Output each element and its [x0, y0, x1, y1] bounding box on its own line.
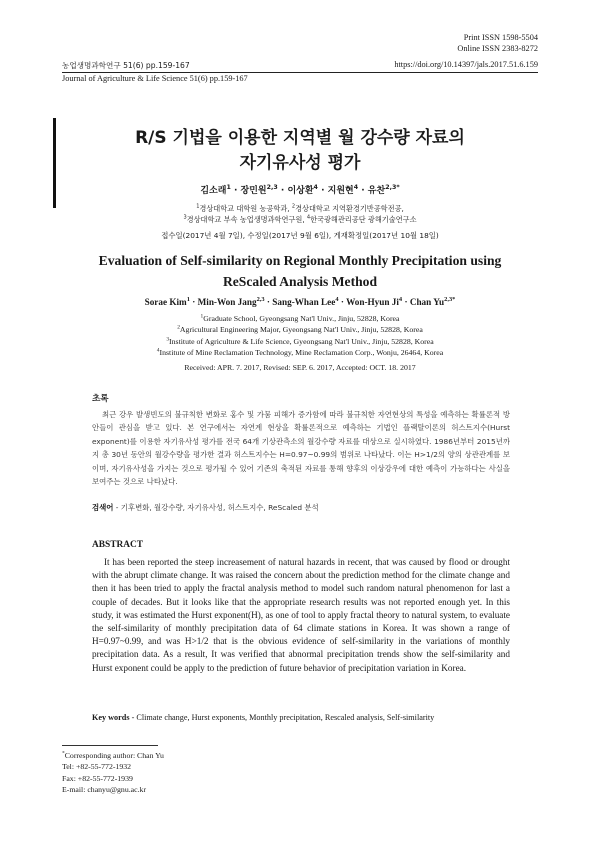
affiliation-text: 경상대학교 대학원 농공학과,: [199, 204, 292, 213]
email[interactable]: E-mail: chanyu@gnu.ac.kr: [62, 784, 147, 794]
abstract-ko-text: 최근 강우 발생빈도의 불규칙한 변화로 홍수 및 가뭄 피해가 증가함에 따라 불규칙한 자연현상의 특성을 예측하는 확률론적 방안들이 관심을 받고 있다. 본 연구에서는 자연계 현상을 확률론적으로 예측하는 기법인 플랙탈이론의 허스트지수(Hurst exponent)를 이용한 자기유사성 평가를 전국 64개 기상관측소의 월강수량 자료를 대상으로 실시하였다. 1986년부터 2015년까지 총 30년 동안의 월강수량을 평가한 결과 허스트지수는 H=0.97~0.99의 범위로 나타났다. 이는 H>1/2의 양의 상관관계를 보이며, 자기유사성을 가지는 것으로 평가될 수 있어 기존의 축적된 자료를 통해 향후의 이상강우에 대한 예측이 가능하다는 사실을 보여주는 것으로 나타났다.: [92, 410, 510, 487]
affiliation-item: [62, 347, 538, 358]
author-affiliation-mark: 4: [353, 184, 359, 191]
affiliation-mark: 3: [166, 336, 170, 342]
author-name: Min-Won Jang: [197, 297, 257, 307]
side-accent-bar: [53, 118, 56, 208]
footnote: [62, 750, 164, 795]
authors-english: [62, 297, 538, 307]
doi-link[interactable]: https://doi.org/10.14397/jals.2017.51.6.159: [394, 60, 538, 69]
author-name: 장민원: [240, 186, 267, 196]
dates-english: Received: APR. 7. 2017, Revised: SEP. 6. 2017, Accepted: OCT. 18. 2017: [184, 363, 416, 372]
author-affiliation-mark: 4: [398, 295, 403, 303]
keywords-ko-label: 검색어: [92, 503, 114, 512]
authors-korean: [62, 183, 538, 196]
affiliation-mark: 4: [306, 214, 311, 221]
author-separator: ·: [338, 297, 347, 307]
author-separator: ·: [402, 297, 410, 307]
abstract-en-text: It has been reported the steep increasement of natural hazards in recent, that was caused by flood or drought with the abrupt climate change. It was raised the concern about the prediction method for the climate change and then it has been tried to apply the fractal analysis method to model such random natural phenomenon for last a couple of decades. But it looks like that the appropriate research results was not reported enough yet. In this study, it was estimated the Hurst exponent(H), as one of tool to apply fractal theory to natural system, to evaluate the self-similarity of monthly precipitation data of 64 climate stations in Korea. It was shown a range of H=0.97~0.99, and was H>1/2 that is the obvious evidence of self-similarity in the variations of monthly precipitation data. As a result, It was verified that abnormal precipitation trends show the self-similarity and Hurst exponent could be apply to the prediction of future behavior of precipitation variation in Korea.: [92, 557, 510, 673]
author-affiliation-mark: 2,3: [256, 295, 265, 303]
title-en-line1: Evaluation of Self-similarity on Regional Monthly Precipitation using: [98, 253, 502, 268]
author-affiliation-mark: 2,3*: [444, 295, 456, 303]
author-name: Sorae Kim: [144, 297, 187, 307]
aff-ko-line1: [62, 203, 538, 214]
affiliation-text: Graduate School, Gyeongsang Nat'l Univ., Jinju, 52828, Korea: [203, 314, 400, 323]
affiliation-text: 한국광해관리공단 광해기술연구소: [310, 215, 417, 224]
running-header: [62, 60, 538, 71]
affiliation-mark: 1: [200, 313, 204, 320]
title-ko-line1: R/S 기법을 이용한 지역별 월 강수량 자료의: [135, 128, 465, 148]
affiliation-text: Agricultural Engineering Major, Gyeongsang Nat'l Univ., Jinju, 52828, Korea: [179, 325, 423, 335]
author-affiliation-mark: 4: [313, 184, 318, 191]
author-affiliation-mark: 1: [186, 295, 190, 303]
journal-ko: 농업생명과학연구 51(6) pp.159-167: [62, 61, 190, 70]
affiliation-mark: 2: [291, 203, 296, 210]
journal-en: Journal of Agriculture & Life Science 51(6) pp.159-167: [62, 74, 248, 83]
fax: Fax: +82-55-772-1939: [62, 773, 133, 783]
keywords-en-list: - Climate change, Hurst exponents, Monthly precipitation, Rescaled analysis, Self-similarity: [129, 713, 435, 722]
author-separator: ·: [264, 297, 273, 307]
affiliation-mark: 2: [177, 324, 180, 331]
affiliation-item: [307, 215, 417, 224]
affiliation-item: [62, 324, 538, 335]
title-en-line2: ReScaled Analysis Method: [222, 274, 378, 289]
author-affiliation-mark: 4: [335, 295, 339, 303]
keywords-english: [92, 713, 510, 722]
affiliation-text: 경상대학교 지역환경기반공학전공,: [295, 204, 404, 213]
author-name: Chan Yu: [409, 297, 445, 307]
author-separator: ·: [277, 186, 288, 196]
affiliation-mark: 1: [196, 203, 200, 210]
author-affiliation-mark: 1: [226, 184, 231, 191]
author-separator: ·: [358, 186, 368, 196]
keywords-en-label: Key words: [92, 713, 130, 722]
author-name: Won-Hyun Ji: [346, 297, 399, 307]
dates-korean: 접수일(2017년 4월 7일), 수정일(2017년 9월 6일), 게재확정일(2017년 10월 18일): [161, 231, 439, 240]
author-name: 유찬: [367, 186, 386, 196]
author-affiliation-mark: 2,3*: [385, 184, 400, 191]
corresponding-author: *Corresponding author: Chan Yu: [62, 750, 164, 760]
affiliation-mark: 3: [183, 214, 187, 221]
affiliation-item: [183, 215, 306, 224]
author-name: 김소래: [200, 186, 227, 196]
print-issn: Print ISSN 1598-5504: [463, 33, 538, 42]
affiliation-text: Institute of Agriculture & Life Science, Gyeongsang Nat'l Univ., Jinju, 52828, Korea: [169, 336, 434, 346]
abstract-ko-heading: 초록: [92, 394, 109, 404]
affiliation-item: [292, 204, 404, 213]
footnote-rule: [62, 745, 158, 746]
online-issn: Online ISSN 2383-8272: [457, 44, 538, 53]
author-separator: ·: [230, 186, 241, 196]
author-separator: ·: [189, 297, 198, 307]
affiliation-item: [62, 313, 538, 324]
affiliation-text: Institute of Mine Reclamation Technology, Mine Reclamation Corp., Wonju, 26464, Korea: [159, 347, 444, 357]
affiliations-korean: [62, 203, 538, 225]
title-english: [62, 250, 538, 292]
tel: Tel: +82-55-772-1932: [62, 762, 132, 772]
issn-block: [457, 32, 538, 54]
affiliation-text: 경상대학교 부속 농업생명과학연구원,: [186, 215, 307, 224]
author-name: 지원현: [327, 186, 354, 196]
title-korean: [62, 126, 538, 176]
author-separator: ·: [317, 186, 328, 196]
affiliation-mark: 4: [156, 347, 160, 354]
header-rule: [62, 72, 538, 73]
title-ko-line2: 자기유사성 평가: [239, 153, 361, 173]
author-name: 이상환: [287, 186, 314, 196]
abstract-en-heading: ABSTRACT: [92, 540, 144, 550]
author-name: Sang-Whan Lee: [272, 297, 336, 307]
keywords-ko-list: - 기후변화, 월강수량, 자기유사성, 허스트지수, ReScaled 분석: [113, 503, 319, 512]
aff-ko-line2: [62, 214, 538, 225]
affiliation-item: [62, 336, 538, 347]
affiliations-english: [62, 313, 538, 358]
keywords-korean: [92, 502, 510, 513]
author-affiliation-mark: 2,3: [266, 184, 278, 191]
affiliation-item: [196, 204, 292, 213]
